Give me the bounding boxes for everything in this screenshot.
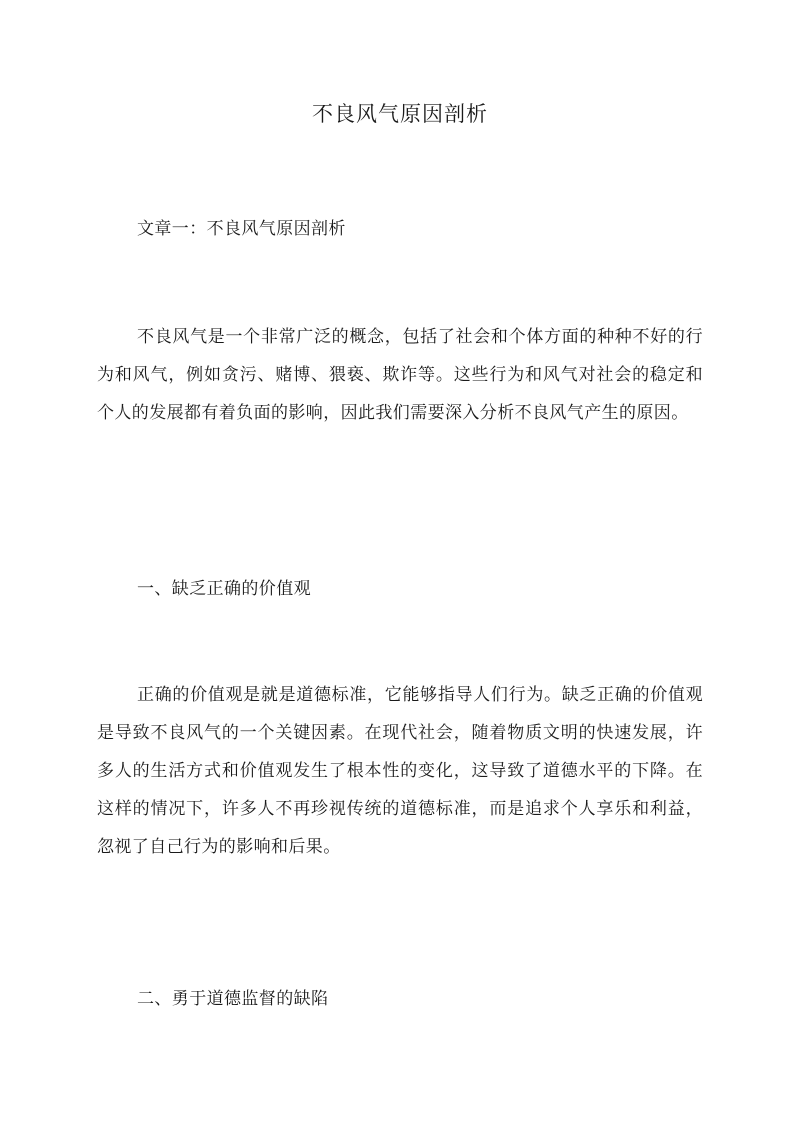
section-1-heading: 一、缺乏正确的价值观 bbox=[137, 579, 311, 599]
section-1-paragraph: 正确的价值观是就是道德标准，它能够指导人们行为。缺乏正确的价值观是导致不良风气的一个关键因素。在现代社会，随着物质文明的快速发展，许多人的生活方式和价值观发生了根本性的变化，这导致了道德水平的下降。在这样的情况下，许多人不再珍视传统的道德标准，而是追求个人享乐和利益，忽视了自己行为的影响和后果。 bbox=[97, 685, 703, 857]
section-1-paragraph-block bbox=[97, 676, 703, 866]
intro-paragraph: 不良风气是一个非常广泛的概念，包括了社会和个体方面的种种不好的行为和风气，例如贪污、赌博、猥亵、欺诈等。这些行为和风气对社会的稳定和个人的发展都有着负面的影响，因此我们需要深入分析不良风气产生的原因。 bbox=[97, 327, 703, 423]
section-2-heading-block bbox=[97, 980, 703, 1018]
article-subtitle-block bbox=[97, 210, 703, 248]
section-2-heading: 二、勇于道德监督的缺陷 bbox=[137, 989, 329, 1009]
article-subtitle: 文章一：不良风气原因剖析 bbox=[137, 219, 346, 239]
section-1-heading-block bbox=[97, 570, 703, 608]
intro-paragraph-block bbox=[97, 318, 703, 432]
document-title: 不良风气原因剖析 bbox=[312, 102, 488, 126]
